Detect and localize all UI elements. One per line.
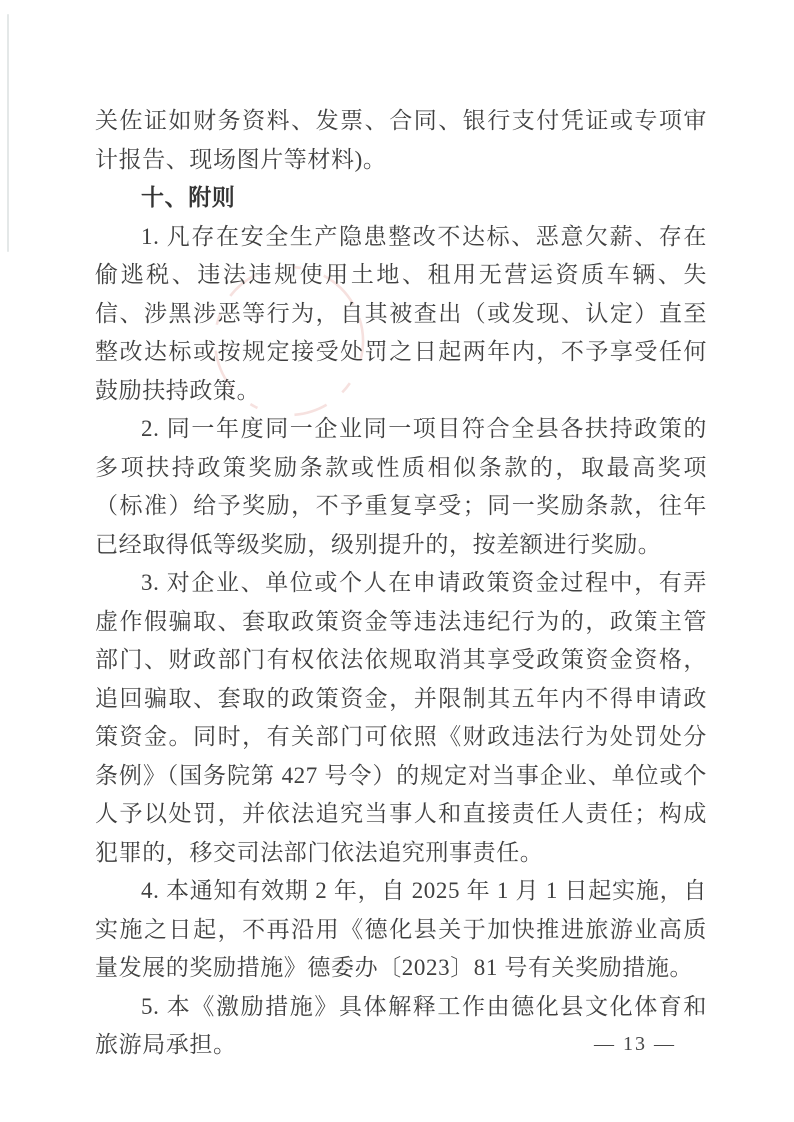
document-body [95, 102, 707, 1065]
clause-paragraph-3: 3. 对企业、单位或个人在申请政策资金过程中，有弄虚作假骗取、套取政策资金等违法违纪行为的，政策主管部门、财政部门有权依法依规取消其享受政策资金资格，追回骗取、套取的政策资金，并限制其五年内不得申请政策资金。同时，有关部门可依照《财政违法行为处罚处分条例》（国务院第 427 号令）的规定对当事企业、单位或个人予以处罚，并依法追究当事人和直接责任人责任；构成犯罪的，移交司法部门依法追究刑事责任。 [95, 570, 707, 865]
page-number: — 13 — [594, 1033, 676, 1055]
clause-paragraph-5: 5. 本《激励措施》具体解释工作由德化县文化体育和旅游局承担。 [95, 993, 707, 1057]
clause-paragraph-2: 2. 同一年度同一企业同一项目符合全县各扶持政策的多项扶持政策奖励条款或性质相似条款的，取最高奖项（标准）给予奖励，不予重复享受；同一奖励条款，往年已经取得低等级奖励，级别提升的，按差额进行奖励。 [95, 416, 707, 557]
continuation-paragraph: 关佐证如财务资料、发票、合同、银行支付凭证或专项审计报告、现场图片等材料)。 [95, 108, 707, 172]
clause-paragraph-1: 1. 凡存在安全生产隐患整改不达标、恶意欠薪、存在偷逃税、违法违规使用土地、租用无营运资质车辆、失信、涉黑涉恶等行为，自其被查出（或发现、认定）直至整改达标或按规定接受处罚之日起两年内，不予享受任何鼓励扶持政策。 [95, 223, 707, 403]
clause-paragraph-4: 4. 本通知有效期 2 年，自 2025 年 1 月 1 日起实施，自实施之日起，不再沿用《德化县关于加快推进旅游业高质量发展的奖励措施》德委办〔2023〕81 号有关奖励措施。 [95, 878, 707, 980]
scan-edge-artifact [7, 14, 9, 252]
section-heading: 十、附则 [141, 185, 236, 210]
